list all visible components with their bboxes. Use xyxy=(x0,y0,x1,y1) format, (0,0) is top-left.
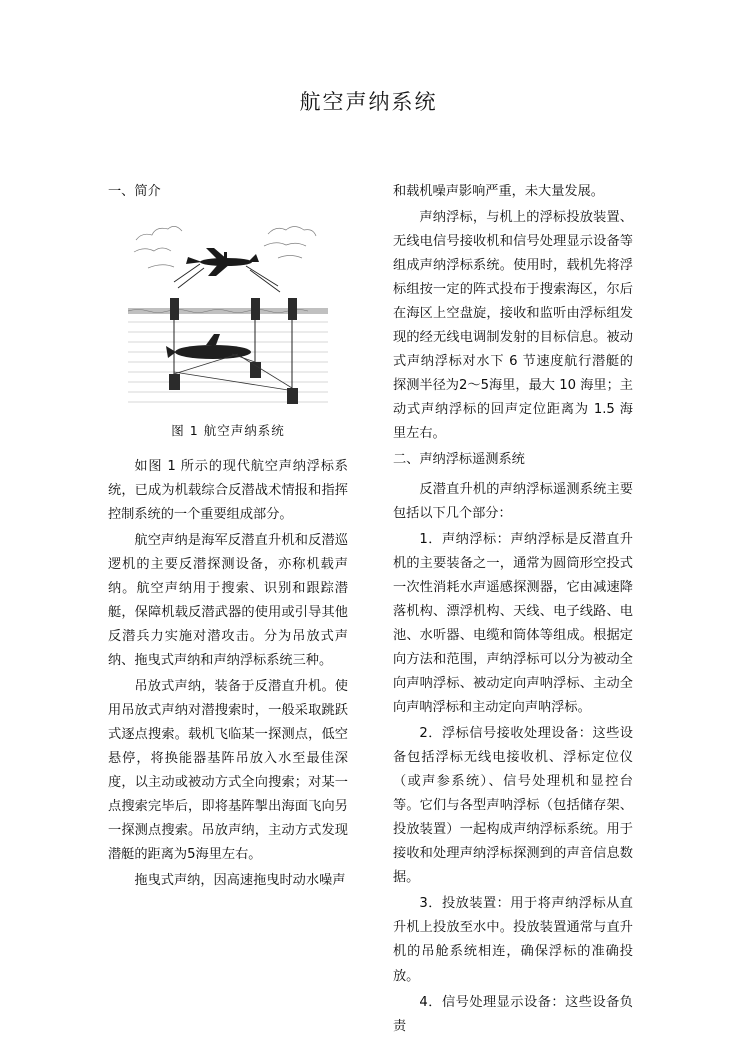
paragraph: 2．浮标信号接收处理设备：这些设备包括浮标无线电接收机、浮标定位仪（或声参系统）、信号处理机和显控台等。它们与各型声呐浮标（包括储存架、投放装置）一起构成声纳浮标系统。用于接收和处理声纳浮标探测到的声音信息数据。 xyxy=(393,726,633,886)
left-column xyxy=(108,180,348,895)
paragraph: 1．声纳浮标：声纳浮标是反潜直升机的主要装备之一，通常为圆筒形空投式一次性消耗水声遥感探测器，它由减速降落机构、漂浮机构、天线、电子线路、电池、水听器、电缆和筒体等组成。根据定向方法和范围，声纳浮标可以分为被动全向声呐浮标、被动定向声呐浮标、主动全向声呐浮标和主动定向声呐浮标。 xyxy=(393,532,633,716)
section-heading-intro: 一、简介 xyxy=(108,184,161,199)
two-column-body xyxy=(108,180,633,1034)
paragraph: 吊放式声纳，装备于反潜直升机。使用吊放式声纳对潜搜索时，一般采取跳跃式逐点搜索。载机飞临某一探测点，低空悬停，将换能器基阵吊放入水至最佳深度，以主动或被动方式全向搜索；对某一点搜索完毕后，即将基阵掣出海面飞向另一探测点搜索。吊放声纳，主动方式发现潜艇的距离为5海里左右。 xyxy=(108,678,348,863)
paragraph: 和载机噪声影响严重，未大量发展。 xyxy=(393,184,604,199)
paragraph: 声纳浮标，与机上的浮标投放装置、无线电信号接收机和信号处理显示设备等组成声纳浮标系统。使用时，载机先将浮标组按一定的阵式投布于搜索海区，尔后在海区上空盘旋，接收和监听由浮标组发现的经无线电调制发射的目标信息。被动式声纳浮标对水下 6 节速度航行潜艇的探测半径为2～5海里，最大 10 海里；主动式声纳浮标的回声定位距离为 1.5 海里左右。 xyxy=(393,210,633,442)
paragraph: 反潜直升机的声纳浮标遥测系统主要包括以下几个部分： xyxy=(393,482,633,522)
paragraph: 如图 1 所示的现代航空声纳浮标系统，已成为机载综合反潜战术情报和指挥控制系统的一个重要组成部分。 xyxy=(108,458,348,522)
aerial-sonar-system-diagram xyxy=(128,212,328,412)
figure-caption: 图 1 航空声纳系统 xyxy=(171,423,285,439)
figure-block xyxy=(108,212,348,443)
paragraph: 拖曳式声纳，因高速拖曳时动水噪声 xyxy=(134,873,346,889)
paragraph: 3．投放装置：用于将声纳浮标从直升机上投放至水中。投放装置通常与直升机的吊舱系统相连，确保浮标的准确投放。 xyxy=(393,896,633,984)
page-title: 航空声纳系统 xyxy=(299,90,438,114)
paragraph: 航空声纳是海军反潜直升机和反潜巡逻机的主要反潜探测设备，亦称机载声纳。航空声纳用于搜索、识别和跟踪潜艇，保障机载反潜武器的使用或引导其他反潜兵力实施对潜攻击。分为吊放式声纳、拖曳式声纳和声纳浮标系统三种。 xyxy=(108,532,348,668)
section-heading-telemetry: 二、声纳浮标遥测系统 xyxy=(393,452,525,468)
paragraph: 4．信号处理显示设备：这些设备负责 xyxy=(393,994,633,1034)
right-column xyxy=(393,180,633,1041)
